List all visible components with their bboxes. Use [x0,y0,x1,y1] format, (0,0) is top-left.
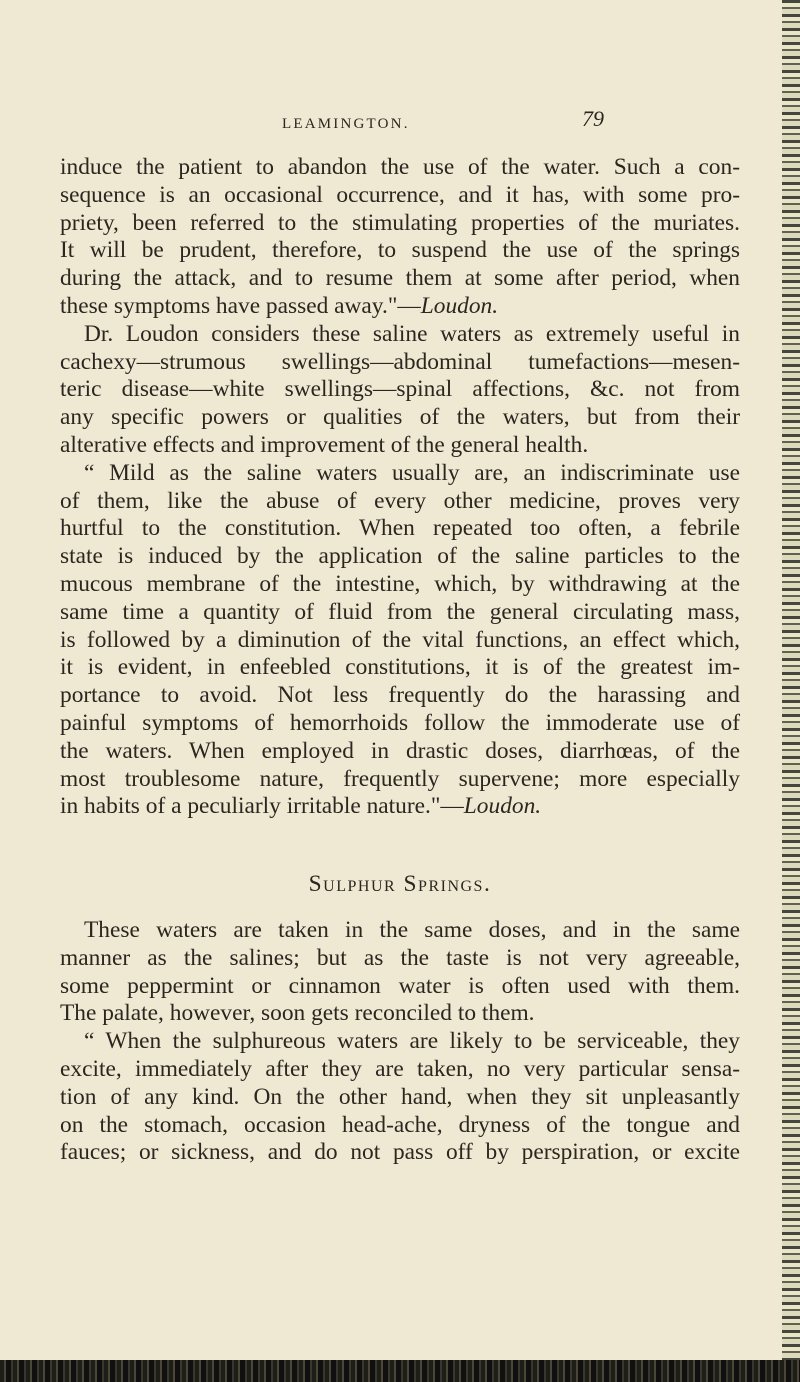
paragraph-end [60,432,740,460]
text-line: fauces; or sickness, and do not pass off by perspiration, or excite [60,1139,740,1166]
text-line: these symptoms have passed away."— [60,292,421,319]
paragraph [60,154,740,293]
paragraph [60,321,740,349]
text-line: of them, like the abuse of every other medicine, proves very [60,487,740,514]
text-line: portance to avoid. Not less frequently do the harassing and [60,682,740,709]
text-line: “ Mild as the saline waters usually are, an indiscriminate use [84,459,740,486]
text-line: teric disease—white swellings—spinal affections, &c. not from [60,376,740,403]
paragraph [60,488,740,794]
text-line: mucous membrane of the intestine, which, by withdrawing at the [60,570,740,597]
paragraph-end [60,1000,740,1028]
text-line: it is evident, in enfeebled constitutions, it is of the greatest im- [60,654,740,681]
body-text [60,154,740,1167]
text-line: painful symptoms of hemorrhoids follow the immoderate use of [60,709,740,736]
text-line: It will be prudent, therefore, to suspend the use of the springs [60,237,740,264]
text-line: is followed by a diminution of the vital functions, an effect which, [60,626,740,653]
text-line: excite, immediately after they are taken, no very particular sensa- [60,1055,740,1082]
paragraph [60,349,740,432]
text-line: sequence is an occasional occurrence, and it has, with some pro- [60,181,740,208]
text-line: on the stomach, occasion head-ache, dryness of the tongue and [60,1111,740,1138]
page-bottom-edge [0,1360,800,1382]
text-line: cachexy—strumous swellings—abdominal tumefactions—mesen- [60,348,740,375]
text-line: state is induced by the application of the saline particles to the [60,543,740,570]
text-line: same time a quantity of fluid from the general circulating mass, [60,598,740,625]
text-line: manner as the salines; but as the taste is not very agreeable, [60,944,740,971]
text-line: These waters are taken in the same doses, and in the same [84,916,740,943]
text-line: tion of any kind. On the other hand, when they sit unpleasantly [60,1083,740,1110]
text-line: in habits of a peculiarly irritable nature."— [60,793,464,820]
text-line: hurtful to the constitution. When repeated too often, a febrile [60,515,740,542]
paragraph [60,945,740,1001]
paragraph [60,917,740,945]
text-line: induce the patient to abandon the use of the water. Such a con- [60,154,740,180]
paragraph [60,460,740,488]
text-line: Dr. Loudon considers these saline waters as extremely useful in [84,320,740,347]
text-line: priety, been referred to the stimulating properties of the muriates. [60,209,740,236]
paragraph [60,1028,740,1056]
citation: Loudon. [463,793,542,820]
running-head: LEAMINGTON. [282,116,410,132]
page-number: 79 [582,106,604,131]
citation: Loudon. [420,292,499,319]
text-line: the waters. When employed in drastic doses, diarrhœas, of the [60,737,740,764]
paragraph-end [60,293,740,321]
text-line: some peppermint or cinnamon water is often used with them. [60,972,740,999]
section-heading: Sulphur Springs. [308,871,492,898]
text-line: any specific powers or qualities of the waters, but from their [60,404,740,431]
page-edge-stack [782,0,800,1382]
text-line: most troublesome nature, frequently supervene; more especially [60,765,740,792]
text-line: alterative effects and improvement of the general health. [60,431,589,458]
text-line: “ When the sulphureous waters are likely to be serviceable, they [84,1028,740,1055]
paragraph [60,1056,740,1167]
text-line: during the attack, and to resume them at some after period, when [60,265,740,292]
paragraph-end [60,793,740,821]
text-line: The palate, however, soon gets reconciled to them. [60,1000,535,1027]
